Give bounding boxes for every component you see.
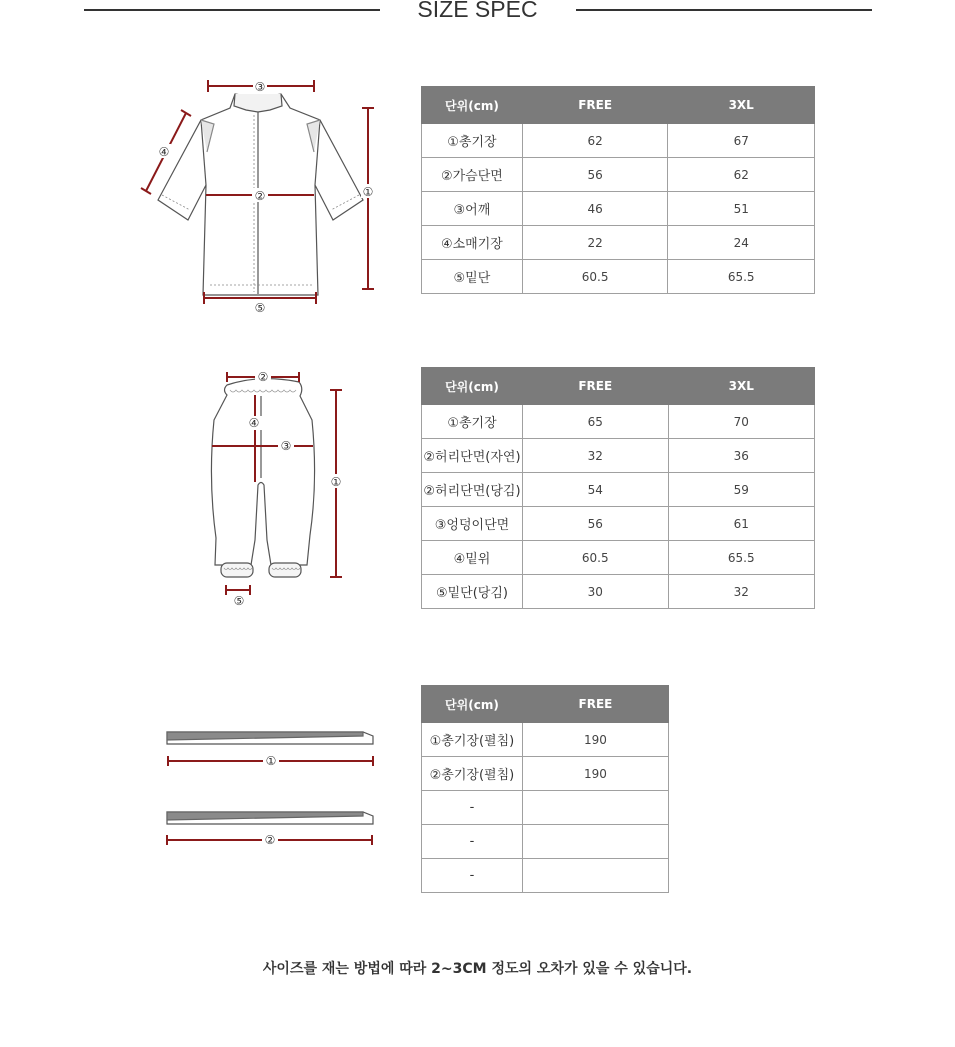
- measurement-note: 사이즈를 재는 방법에 따라 2~3CM 정도의 오차가 있을 수 있습니다.: [262, 961, 693, 977]
- col-header-free: FREE: [522, 87, 668, 124]
- top-size-table: [421, 86, 815, 294]
- table-row: [422, 124, 815, 158]
- top-mark-1: ①: [362, 185, 374, 199]
- pants-mark-5: ⑤: [233, 594, 245, 608]
- value-free: 56: [522, 507, 668, 541]
- table-row: [422, 473, 815, 507]
- top-mark-3: ③: [254, 80, 266, 94]
- value-free: 54: [522, 473, 668, 507]
- col-header-free: FREE: [522, 686, 668, 723]
- table-row: [422, 575, 815, 609]
- value-free: 32: [522, 439, 668, 473]
- value-free: 30: [522, 575, 668, 609]
- value-free: [522, 791, 668, 825]
- value-free: 60.5: [522, 260, 668, 294]
- row-label: -: [422, 859, 523, 893]
- value-3xl: 24: [668, 226, 815, 260]
- value-free: [522, 859, 668, 893]
- col-header-unit: 단위(cm): [422, 368, 523, 405]
- strap-mark-2: ②: [264, 833, 276, 847]
- table-row: [422, 192, 815, 226]
- row-label: ③엉덩이단면: [422, 507, 523, 541]
- table-row: [422, 439, 815, 473]
- value-free: 190: [522, 723, 668, 757]
- value-free: 190: [522, 757, 668, 791]
- value-3xl: 67: [668, 124, 815, 158]
- strap-diagram: [160, 720, 385, 860]
- pants-outline: [211, 379, 314, 577]
- top-mark-5: ⑤: [254, 301, 266, 315]
- table-row: [422, 226, 815, 260]
- strap-size-table: [421, 685, 669, 893]
- table-row: [422, 158, 815, 192]
- pants-diagram: [200, 360, 360, 615]
- row-label: ①총기장: [422, 124, 523, 158]
- value-free: 56: [522, 158, 668, 192]
- value-3xl: 65.5: [668, 260, 815, 294]
- table-row: [422, 405, 815, 439]
- row-label: -: [422, 791, 523, 825]
- table-row: [422, 825, 669, 859]
- row-label: ④밑위: [422, 541, 523, 575]
- row-label: -: [422, 825, 523, 859]
- row-label: ⑤밑단(당김): [422, 575, 523, 609]
- row-label: ②허리단면(자연): [422, 439, 523, 473]
- value-3xl: 62: [668, 158, 815, 192]
- row-label: ②허리단면(당김): [422, 473, 523, 507]
- table-row: [422, 859, 669, 893]
- pants-mark-2: ②: [257, 370, 269, 384]
- pants-mark-4: ④: [248, 416, 260, 430]
- row-label: ②가슴단면: [422, 158, 523, 192]
- table-row: [422, 723, 669, 757]
- pants-size-table: [421, 367, 815, 609]
- value-3xl: 70: [668, 405, 815, 439]
- table-row: [422, 791, 669, 825]
- value-3xl: 32: [668, 575, 815, 609]
- table-row: [422, 757, 669, 791]
- value-free: [522, 825, 668, 859]
- pants-mark-3: ③: [280, 439, 292, 453]
- value-3xl: 51: [668, 192, 815, 226]
- value-free: 65: [522, 405, 668, 439]
- row-label: ③어깨: [422, 192, 523, 226]
- row-label: ①총기장(펼침): [422, 723, 523, 757]
- page-title: SIZE SPEC: [417, 0, 538, 22]
- top-mark-2: ②: [254, 189, 266, 203]
- value-free: 62: [522, 124, 668, 158]
- row-label: ①총기장: [422, 405, 523, 439]
- top-garment-diagram: [130, 70, 390, 320]
- value-free: 46: [522, 192, 668, 226]
- table-row: [422, 507, 815, 541]
- strap-mark-1: ①: [265, 754, 277, 768]
- row-label: ⑤밑단: [422, 260, 523, 294]
- col-header-unit: 단위(cm): [422, 686, 523, 723]
- top-mark-4: ④: [158, 145, 170, 159]
- strap-outline: [167, 732, 373, 824]
- row-label: ④소매기장: [422, 226, 523, 260]
- title-line-left: [84, 9, 380, 11]
- table-row: [422, 260, 815, 294]
- value-free: 60.5: [522, 541, 668, 575]
- col-header-3xl: 3XL: [668, 368, 815, 405]
- col-header-3xl: 3XL: [668, 87, 815, 124]
- value-3xl: 59: [668, 473, 815, 507]
- pants-mark-1: ①: [330, 475, 342, 489]
- col-header-free: FREE: [522, 368, 668, 405]
- value-3xl: 36: [668, 439, 815, 473]
- title-line-right: [576, 9, 872, 11]
- col-header-unit: 단위(cm): [422, 87, 523, 124]
- value-free: 22: [522, 226, 668, 260]
- row-label: ②총기장(펼침): [422, 757, 523, 791]
- strap-measure-lines: [167, 756, 373, 845]
- table-row: [422, 541, 815, 575]
- value-3xl: 61: [668, 507, 815, 541]
- value-3xl: 65.5: [668, 541, 815, 575]
